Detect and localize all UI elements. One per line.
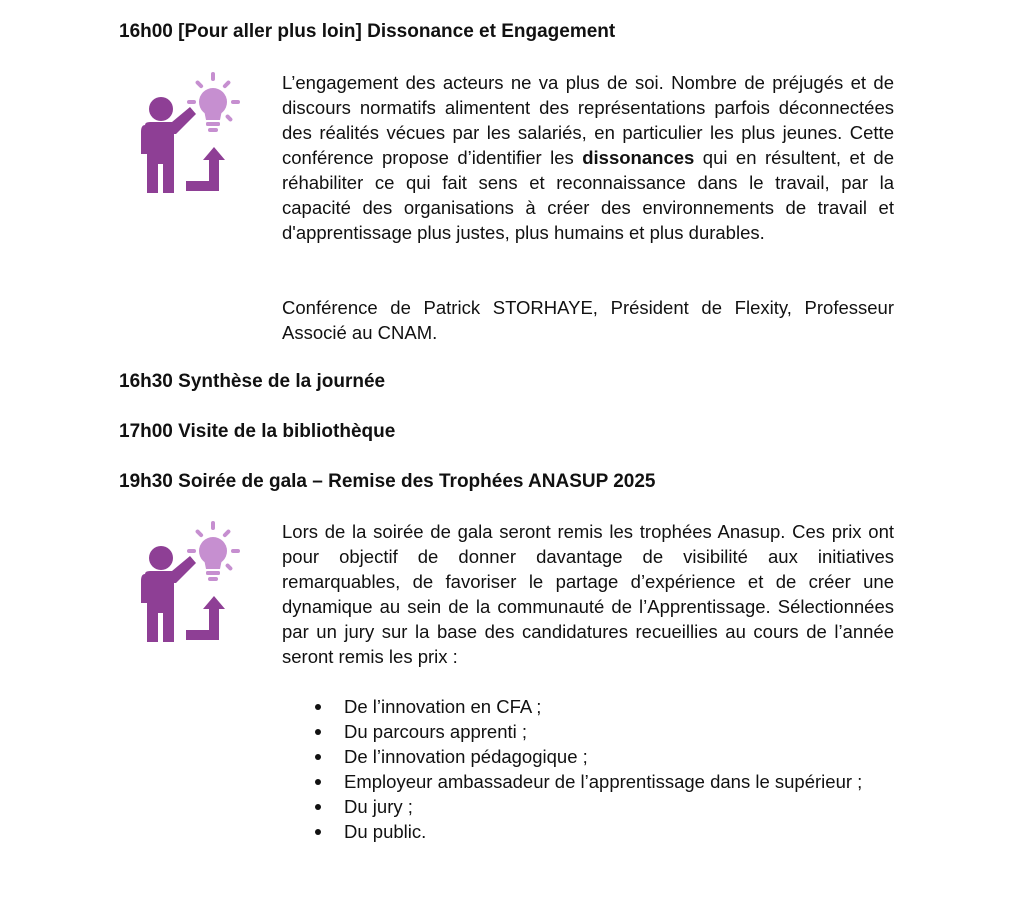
- session-description-1930: Lors de la soirée de gala seront remis les trophées Anasup. Ces prix ont pour objectif de donner davantage de visibilité aux initiatives remarquables, de favoriser le partage d’expérience et de créer une dynamique au sein de la communauté de l’Apprentissage. Sélectionnées par un jury sur la base des candidatures recueillies au cours de l’année seront remis les prix :: [282, 521, 894, 667]
- prize-list-item: Employeur ambassadeur de l’apprentissage dans le supérieur ;: [282, 769, 894, 794]
- person-idea-growth-icon: [130, 70, 242, 198]
- session-heading-1630: 16h30 Synthèse de la journée: [119, 371, 386, 392]
- session-description-1600: [282, 70, 894, 245]
- session-heading-1700: 17h00 Visite de la bibliothèque: [119, 421, 396, 442]
- description-text-end: qui en résultent, et de réhabiliter ce qui fait sens et reconnaissance dans le travail, par la capacité des organisations à créer des environnements de travail et d'apprentissage plus justes, plus humains et plus durables.: [282, 147, 895, 243]
- session-speaker-1600: Conférence de Patrick STORHAYE, Président de Flexity, Professeur Associé au CNAM.: [282, 297, 894, 343]
- person-idea-growth-icon: [130, 519, 242, 647]
- prize-list-item: Du parcours apprenti ;: [282, 719, 894, 744]
- description-text-start: L’engagement des acteurs ne va plus de soi. Nombre de préjugés et de discours normatifs alimentent des représentations parfois déconnectées des réalités vécues par les salariés, en particulier les plus jeunes. Cette conférence propose d’identifier les: [282, 72, 894, 168]
- session-heading-1930: 19h30 Soirée de gala – Remise des Trophées ANASUP 2025: [119, 471, 656, 492]
- prize-list-item: Du jury ;: [282, 794, 894, 819]
- prize-list-item: Du public.: [282, 819, 894, 844]
- prize-list-item: De l’innovation en CFA ;: [282, 694, 894, 719]
- prize-list: [282, 694, 894, 844]
- session-heading-1600: 16h00 [Pour aller plus loin] Dissonance et Engagement: [119, 21, 616, 42]
- description-bold-keyword: dissonances: [582, 147, 695, 168]
- prize-list-item: De l’innovation pédagogique ;: [282, 744, 894, 769]
